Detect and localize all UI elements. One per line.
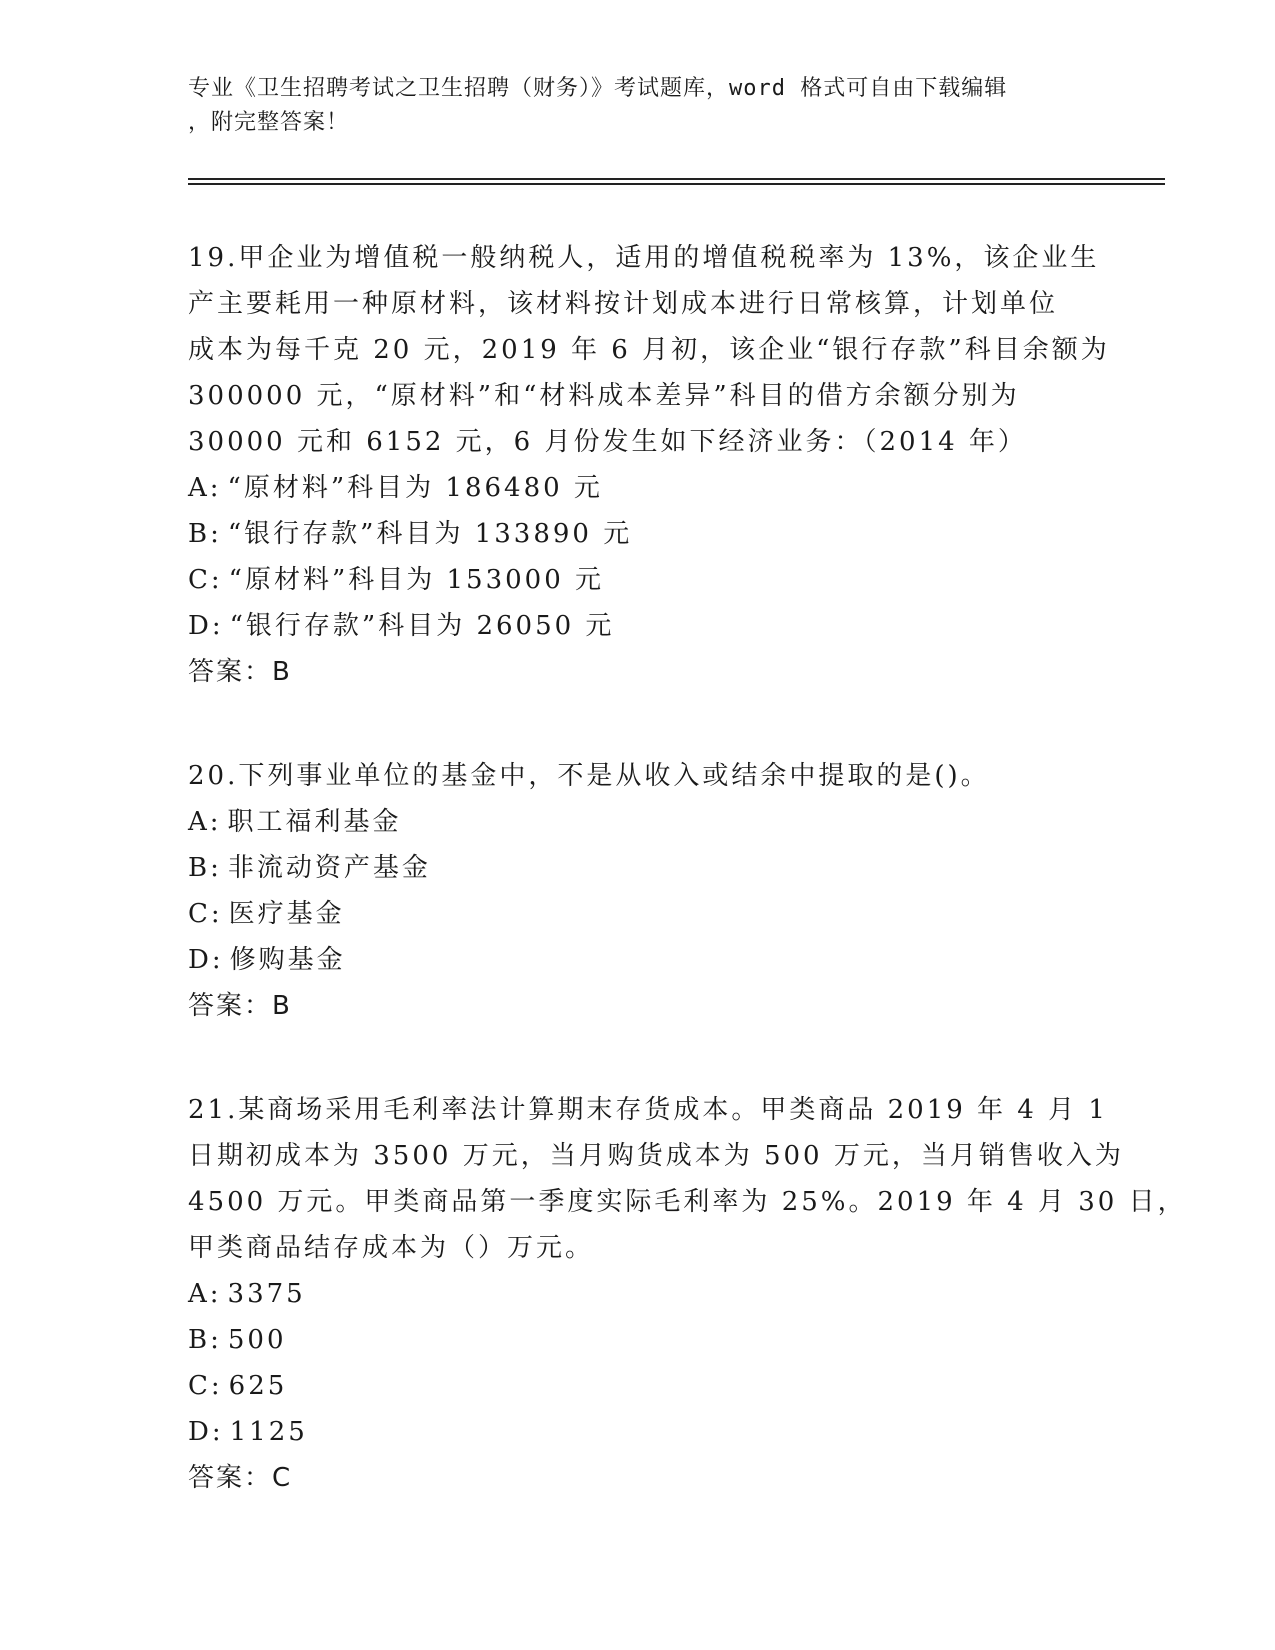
option-c — [188, 557, 1088, 603]
option-a — [188, 1271, 1088, 1317]
question-list — [188, 235, 1187, 1501]
question-spacer — [188, 695, 1088, 753]
option-text: “银行存款”科目为 133890 元 — [227, 519, 633, 549]
question-19 — [188, 235, 1110, 695]
option-letter: B: — [188, 1325, 222, 1355]
question-text-line: 20.下列事业单位的基金中，不是从收入或结余中提取的是()。 — [188, 761, 990, 791]
option-c — [188, 891, 1088, 937]
question-spacer — [188, 1029, 1088, 1087]
question-text-line: 4500 万元。甲类商品第一季度实际毛利率为 25%。2019 年 4 月 30 日， — [188, 1187, 1187, 1217]
option-d — [188, 1409, 1088, 1455]
option-b — [188, 845, 1088, 891]
option-letter: C: — [188, 899, 223, 929]
option-letter: A: — [188, 1279, 222, 1309]
header-line: ，附完整答案！ — [188, 110, 350, 135]
option-text: 非流动资产基金 — [227, 853, 431, 883]
option-letter: D: — [188, 945, 224, 975]
option-text: 医疗基金 — [228, 899, 345, 929]
question-text-line: 产主要耗用一种原材料，该材料按计划成本进行日常核算，计划单位 — [188, 289, 1059, 319]
option-text: 3375 — [227, 1279, 306, 1309]
option-text: “原材料”科目为 186480 元 — [227, 473, 603, 503]
option-text: 职工福利基金 — [227, 807, 402, 837]
answer-line: 答案：C — [188, 1463, 293, 1493]
option-letter: A: — [188, 473, 222, 503]
option-letter: D: — [188, 1417, 224, 1447]
option-letter: B: — [188, 519, 222, 549]
option-c — [188, 1363, 1088, 1409]
header-divider — [188, 178, 1165, 180]
answer-line: 答案：B — [188, 991, 292, 1021]
document-header — [188, 72, 1088, 140]
option-text: 500 — [227, 1325, 287, 1355]
option-d — [188, 937, 1088, 983]
option-d — [188, 603, 1088, 649]
option-a — [188, 799, 1088, 845]
option-b — [188, 1317, 1088, 1363]
question-text-line: 日期初成本为 3500 万元，当月购货成本为 500 万元，当月销售收入为 — [188, 1141, 1124, 1171]
question-text-line: 甲类商品结存成本为（）万元。 — [188, 1233, 595, 1263]
header-line: 专业《卫生招聘考试之卫生招聘（财务）》考试题库，word 格式可自由下载编辑 — [188, 76, 1008, 101]
option-text: 625 — [228, 1371, 288, 1401]
option-letter: A: — [188, 807, 222, 837]
answer-line: 答案：B — [188, 657, 292, 687]
option-text: “银行存款”科目为 26050 元 — [229, 611, 615, 641]
question-text-line: 30000 元和 6152 元，6 月份发生如下经济业务：（2014 年） — [188, 427, 1027, 457]
question-text-line: 成本为每千克 20 元，2019 年 6 月初，该企业“银行存款”科目余额为 — [188, 335, 1110, 365]
option-text: “原材料”科目为 153000 元 — [228, 565, 605, 595]
question-text-line: 300000 元，“原材料”和“材料成本差异”科目的借方余额分别为 — [188, 381, 1020, 411]
option-text: 修购基金 — [229, 945, 346, 975]
option-letter: C: — [188, 565, 223, 595]
question-20 — [188, 753, 1088, 1029]
option-a — [188, 465, 1088, 511]
option-letter: D: — [188, 611, 224, 641]
question-text-line: 19.甲企业为增值税一般纳税人，适用的增值税税率为 13%，该企业生 — [188, 243, 1100, 273]
option-letter: C: — [188, 1371, 223, 1401]
question-text-line: 21.某商场采用毛利率法计算期末存货成本。甲类商品 2019 年 4 月 1 — [188, 1095, 1108, 1125]
question-21 — [188, 1087, 1187, 1501]
option-letter: B: — [188, 853, 222, 883]
header-divider — [188, 183, 1165, 185]
option-b — [188, 511, 1088, 557]
option-text: 1125 — [229, 1417, 308, 1447]
